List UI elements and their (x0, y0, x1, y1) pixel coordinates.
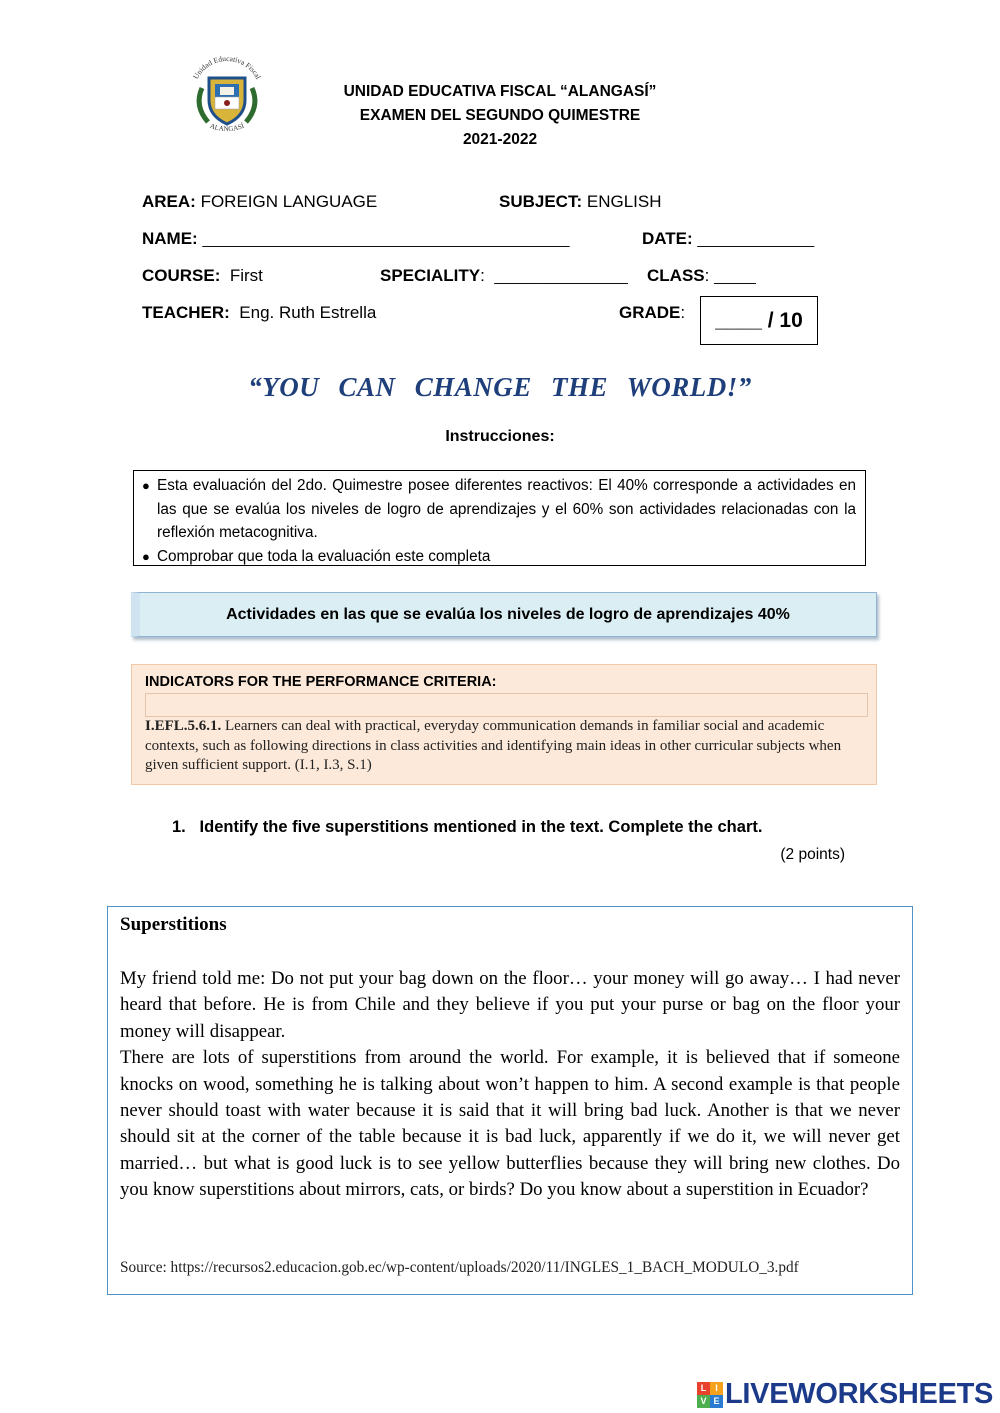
school-name: UNIDAD EDUCATIVA FISCAL “ALANGASÍ” (343, 83, 657, 100)
grade-label: GRADE (619, 303, 681, 322)
reading-source: Source: https://recursos2.educacion.gob.ec/wp-content/uploads/2020/11/INGLES_1_BACH_MODULO_3.pdf (120, 1259, 799, 1276)
reading-paragraph: There are lots of superstitions from around the world. For example, it is believed that if someone knocks on wood, something he is talking about won’t happen to him. A second example is that people never should toast with water because it is said that it will bring bad luck. Another is that we never should sit at the corner of the table because it is bad luck, apparently if we do it, we will never get married… but what is good luck is to see yellow butterflies because they will bring new clothes. Do you know superstitions about mirrors, cats, or birds? Do you know about a superstition in Ecuador? (120, 1047, 900, 1201)
reading-paragraph: My friend told me: Do not put your bag down on the floor… your money will go away… I had never heard that before. He is from Chile and they believe if you put your purse or bag on the floor your money will disappear. (120, 968, 900, 1042)
instructions-title: Instrucciones: (445, 428, 555, 445)
name-label: NAME: (142, 229, 198, 248)
subject-field (499, 192, 662, 212)
bullet-icon: ● (142, 478, 150, 493)
speciality-label: SPECIALITY (380, 266, 481, 285)
instruction-item (142, 474, 856, 545)
class-field[interactable] (647, 266, 756, 286)
teacher-field (142, 303, 376, 323)
liveworksheets-logo-icon (697, 1382, 723, 1408)
area-value: FOREIGN LANGUAGE (200, 192, 378, 211)
area-field (142, 192, 377, 212)
brand-mark-letter: E (710, 1395, 723, 1408)
date-field[interactable] (642, 229, 814, 249)
reading-body (120, 966, 900, 1204)
brand-mark-letter: L (697, 1382, 710, 1395)
indicators-title: INDICATORS FOR THE PERFORMANCE CRITERIA: (145, 674, 497, 690)
teacher-label: TEACHER: (142, 303, 230, 322)
reading-box (107, 906, 913, 1295)
indicators-divider (145, 693, 868, 717)
name-field[interactable] (142, 229, 570, 249)
reading-title: Superstitions (120, 914, 227, 935)
class-label: CLASS (647, 266, 705, 285)
area-label: AREA: (142, 192, 196, 211)
indicators-box (131, 664, 877, 785)
grade-colon: : (680, 303, 686, 322)
subject-label: SUBJECT: (499, 192, 583, 211)
grade-box[interactable]: ____ / 10 (700, 296, 818, 345)
logo-caption-top: Unidad Educativa Fiscal (191, 54, 263, 81)
logo-caption-bottom: ALANGASÍ (208, 121, 246, 134)
course-field (142, 266, 263, 286)
indicator-description: Learners can deal with practical, everyday communication demands in familiar social and academic contexts, such as following directions in class activities and identifying main ideas in other curricular subjects when given sufficient support. (I.1, I.3, S.1) (145, 718, 842, 773)
course-label: COURSE: (142, 266, 221, 285)
instruction-text: Esta evaluación del 2do. Quimestre posee diferentes reactivos: El 40% corresponde a actividades en las que se evalúa los niveles de logro de aprendizajes y el 60% son actividades relacionadas con la reflexión metacognitiva. (157, 477, 856, 541)
brand-mark-letter: I (710, 1382, 723, 1395)
speciality-blank[interactable]: ________________ (494, 268, 628, 285)
instructions-box (133, 470, 866, 566)
bullet-icon: ● (142, 548, 150, 564)
question-points: (2 points) (780, 846, 845, 863)
exam-title: EXAMEN DEL SEGUNDO QUIMESTRE (359, 107, 641, 124)
indicator-code: I.EFL.5.6.1. (145, 718, 222, 734)
teacher-value: Eng. Ruth Estrella (239, 303, 377, 322)
instruction-item (142, 545, 856, 569)
grade-field (619, 303, 685, 323)
subject-value: ENGLISH (586, 192, 662, 211)
course-value: First (229, 266, 263, 285)
brand-name: LIVEWORKSHEETS (725, 1378, 994, 1410)
speciality-field[interactable] (380, 266, 628, 286)
date-label: DATE: (642, 229, 693, 248)
class-blank[interactable]: _____ (714, 268, 756, 285)
brand-mark-letter: V (697, 1395, 710, 1408)
liveworksheets-brand (697, 1378, 993, 1411)
question-text: Identify the five superstitions mentioned in the text. Complete the chart. (199, 818, 763, 836)
question-number: 1. (172, 818, 186, 836)
date-blank[interactable]: ______________ (697, 231, 815, 248)
speciality-colon: : (480, 266, 485, 285)
school-year: 2021-2022 (462, 131, 538, 148)
motto: “YOU CAN CHANGE THE WORLD!” (248, 372, 752, 402)
indicators-text (145, 717, 865, 776)
instruction-text: Comprobar que toda la evaluación este completa (157, 547, 491, 565)
name-blank[interactable]: ____________________________________________ (202, 231, 570, 248)
question-1 (172, 818, 762, 837)
class-colon: : (704, 266, 710, 285)
activities-banner: Actividades en las que se evalúa los niveles de logro de aprendizajes 40% (131, 592, 877, 637)
